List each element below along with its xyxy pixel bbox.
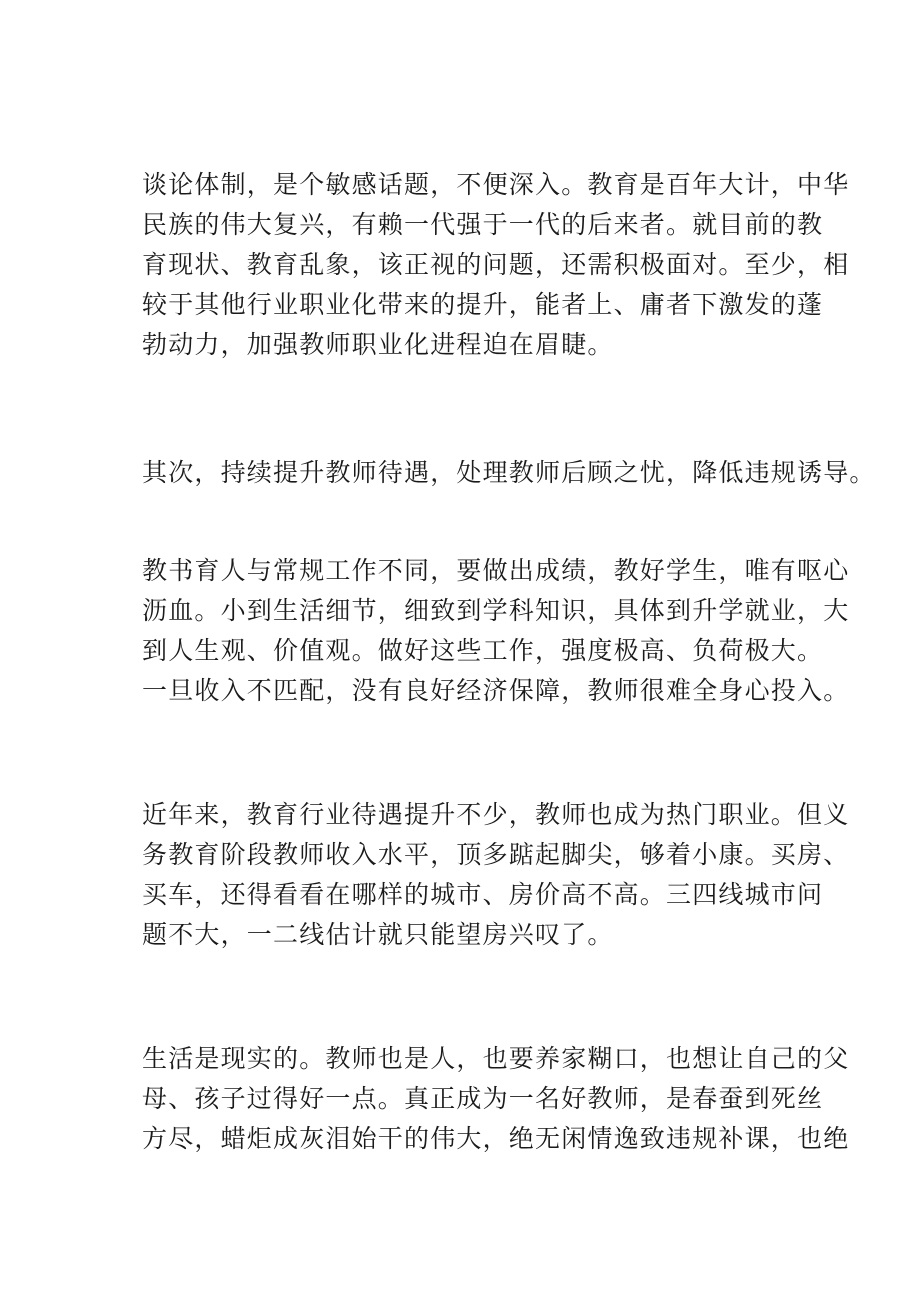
text-line: 买车，还得看看在哪样的城市、房价高不高。三四线城市问 bbox=[142, 880, 824, 909]
text-line: 近年来，教育行业待遇提升不少，教师也成为热门职业。但义 bbox=[142, 800, 850, 829]
paragraph-teaching-workload bbox=[142, 551, 849, 711]
text-line: 到人生观、价值观。做好这些工作，强度极高、负荷极大。 bbox=[142, 636, 824, 665]
text-line: 育现状、教育乱象，该正视的问题，还需积极面对。至少，相 bbox=[142, 250, 850, 279]
paragraph-reality-of-life bbox=[142, 1039, 849, 1159]
text-line: 生活是现实的。教师也是人，也要养家糊口，也想让自己的父 bbox=[142, 1044, 850, 1073]
paragraph-income-level bbox=[142, 795, 849, 955]
text-line: 一旦收入不匹配，没有良好经济保障，教师很难全身心投入。 bbox=[142, 676, 850, 705]
text-line: 教书育人与常规工作不同，要做出成绩，教好学生，唯有呕心 bbox=[142, 556, 850, 585]
text-line: 较于其他行业职业化带来的提升，能者上、庸者下激发的蓬 bbox=[142, 290, 824, 319]
text-line: 方尽，蜡炬成灰泪始干的伟大，绝无闲情逸致违规补课，也绝 bbox=[142, 1124, 850, 1153]
paragraph-teacher-pay bbox=[142, 453, 876, 493]
text-line: 谈论体制，是个敏感话题，不便深入。教育是百年大计，中华 bbox=[142, 170, 850, 199]
text-line: 沥血。小到生活细节，细致到学科知识，具体到升学就业，大 bbox=[142, 596, 850, 625]
text-line: 题不大，一二线估计就只能望房兴叹了。 bbox=[142, 920, 614, 949]
text-line: 其次，持续提升教师待遇，处理教师后顾之忧，降低违规诱导。 bbox=[142, 458, 876, 487]
text-line: 勃动力，加强教师职业化进程迫在眉睫。 bbox=[142, 330, 614, 359]
text-line: 务教育阶段教师收入水平，顶多踮起脚尖，够着小康。买房、 bbox=[142, 840, 850, 869]
text-line: 民族的伟大复兴，有赖一代强于一代的后来者。就目前的教 bbox=[142, 210, 824, 239]
text-line: 母、孩子过得好一点。真正成为一名好教师，是春蚕到死丝 bbox=[142, 1084, 824, 1113]
paragraph-system-discussion bbox=[142, 165, 849, 365]
